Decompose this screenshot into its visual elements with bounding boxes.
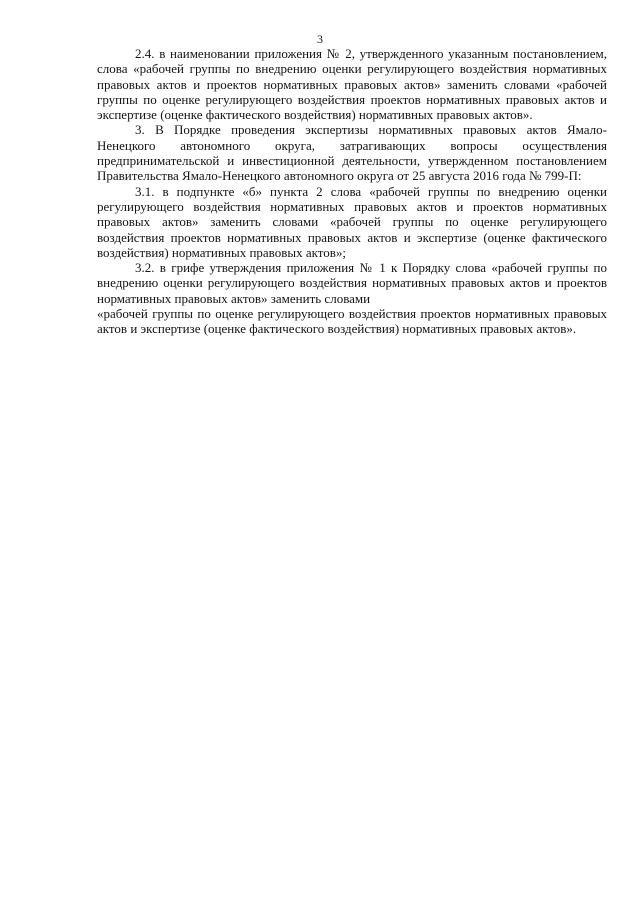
document-body <box>97 46 607 337</box>
page-number: 3 <box>317 32 323 46</box>
paragraph-2-4: 2.4. в наименовании приложения № 2, утвержденного указанным постановлением, слова «рабочей группы по внедрению оценки регулирующего воздействия нормативных правовых актов и проектов нормативных правовых актов» заменить словами «рабочей группы по оценке регулирующего воздействия проектов нормативных правовых актов и экспертизе (оценке фактического воздействия) нормативных правовых актов». <box>97 46 607 123</box>
paragraph-3-2: 3.2. в грифе утверждения приложения № 1 к Порядку слова «рабочей группы по внедрению оценки регулирующего воздействия нормативных правовых актов и проектов нормативных правовых актов» заменить словами <box>97 260 607 306</box>
paragraph-3-1: 3.1. в подпункте «б» пункта 2 слова «рабочей группы по внедрению оценки регулирующего воздействия нормативных правовых актов и проектов нормативных правовых актов» заменить словами «рабочей группы по оценке регулирующего воздействия проектов нормативных правовых актов и экспертизе (оценке фактического воздействия) нормативных правовых актов»; <box>97 183 607 260</box>
paragraph-3-2-continuation: «рабочей группы по оценке регулирующего воздействия проектов нормативных правовых актов и экспертизе (оценке фактического воздействия) нормативных правовых актов». <box>97 306 607 337</box>
paragraph-3: 3. В Порядке проведения экспертизы нормативных правовых актов Ямало-Ненецкого автономного округа, затрагивающих вопросы осуществления предпринимательской и инвестиционной деятельности, утвержденном постановлением Правительства Ямало-Ненецкого автономного округа от 25 августа 2016 года № 799-П: <box>97 122 607 184</box>
